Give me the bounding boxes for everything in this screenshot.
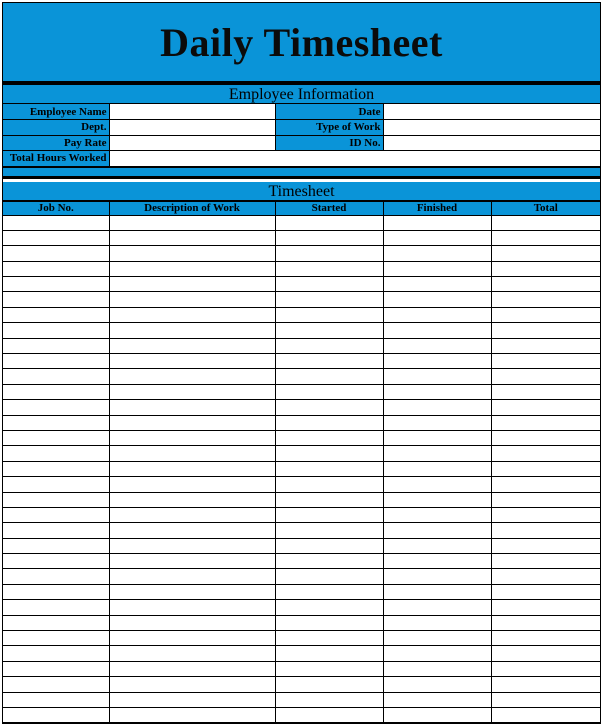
job-no-cell[interactable] xyxy=(3,492,109,507)
title-bar xyxy=(3,3,600,81)
dept-field[interactable] xyxy=(109,120,275,136)
finished-cell[interactable] xyxy=(383,507,491,522)
job-no-cell[interactable] xyxy=(3,323,109,338)
table-row xyxy=(3,708,600,723)
job-no-cell[interactable] xyxy=(3,384,109,399)
table-row xyxy=(3,554,600,569)
finished-cell[interactable] xyxy=(383,230,491,245)
job-no-cell[interactable] xyxy=(3,400,109,415)
job-no-cell[interactable] xyxy=(3,354,109,369)
description-cell[interactable] xyxy=(109,600,275,615)
description-cell[interactable] xyxy=(109,523,275,538)
started-cell[interactable] xyxy=(275,384,383,399)
description-cell[interactable] xyxy=(109,307,275,322)
finished-cell[interactable] xyxy=(383,631,491,646)
finished-cell[interactable] xyxy=(383,600,491,615)
finished-cell[interactable] xyxy=(383,523,491,538)
job-no-cell[interactable] xyxy=(3,307,109,322)
started-cell[interactable] xyxy=(275,631,383,646)
job-no-cell[interactable] xyxy=(3,246,109,261)
total-cell[interactable] xyxy=(491,246,600,261)
started-cell[interactable] xyxy=(275,307,383,322)
description-cell[interactable] xyxy=(109,400,275,415)
description-cell[interactable] xyxy=(109,415,275,430)
table-row xyxy=(3,646,600,661)
finished-cell[interactable] xyxy=(383,446,491,461)
total-cell[interactable] xyxy=(491,415,600,430)
started-cell[interactable] xyxy=(275,615,383,630)
started-cell[interactable] xyxy=(275,600,383,615)
total-cell[interactable] xyxy=(491,292,600,307)
job-no-cell[interactable] xyxy=(3,369,109,384)
finished-cell[interactable] xyxy=(383,708,491,723)
started-cell[interactable] xyxy=(275,492,383,507)
employee-info-heading: Employee Information xyxy=(3,85,600,104)
job-no-cell[interactable] xyxy=(3,569,109,584)
info-row xyxy=(3,135,600,151)
description-cell[interactable] xyxy=(109,430,275,445)
total-hours-label: Total Hours Worked xyxy=(3,151,109,167)
started-cell[interactable] xyxy=(275,677,383,692)
description-cell[interactable] xyxy=(109,369,275,384)
finished-cell[interactable] xyxy=(383,400,491,415)
total-cell[interactable] xyxy=(491,446,600,461)
job-no-cell[interactable] xyxy=(3,615,109,630)
job-no-cell[interactable] xyxy=(3,415,109,430)
table-row xyxy=(3,538,600,553)
total-cell[interactable] xyxy=(491,230,600,245)
table-row xyxy=(3,584,600,599)
description-cell[interactable] xyxy=(109,446,275,461)
job-no-cell[interactable] xyxy=(3,584,109,599)
description-cell[interactable] xyxy=(109,492,275,507)
total-cell[interactable] xyxy=(491,338,600,353)
timesheet-body xyxy=(3,215,600,723)
job-no-cell[interactable] xyxy=(3,338,109,353)
started-cell[interactable] xyxy=(275,415,383,430)
pay-rate-label: Pay Rate xyxy=(3,135,109,151)
info-row xyxy=(3,120,600,136)
job-no-cell[interactable] xyxy=(3,538,109,553)
job-no-cell[interactable] xyxy=(3,292,109,307)
started-cell[interactable] xyxy=(275,292,383,307)
total-cell[interactable] xyxy=(491,538,600,553)
job-no-cell[interactable] xyxy=(3,215,109,230)
started-cell[interactable] xyxy=(275,661,383,676)
description-cell[interactable] xyxy=(109,461,275,476)
finished-cell[interactable] xyxy=(383,538,491,553)
job-no-cell[interactable] xyxy=(3,554,109,569)
job-no-cell[interactable] xyxy=(3,692,109,707)
total-cell[interactable] xyxy=(491,646,600,661)
finished-cell[interactable] xyxy=(383,261,491,276)
description-cell[interactable] xyxy=(109,615,275,630)
total-cell[interactable] xyxy=(491,708,600,723)
total-cell[interactable] xyxy=(491,615,600,630)
finished-cell[interactable] xyxy=(383,277,491,292)
timesheet-heading: Timesheet xyxy=(3,182,600,201)
total-cell[interactable] xyxy=(491,677,600,692)
finished-cell[interactable] xyxy=(383,215,491,230)
total-cell[interactable] xyxy=(491,384,600,399)
column-header-finished: Finished xyxy=(383,201,491,215)
type-of-work-label: Type of Work xyxy=(275,120,383,136)
started-cell[interactable] xyxy=(275,538,383,553)
started-cell[interactable] xyxy=(275,400,383,415)
finished-cell[interactable] xyxy=(383,354,491,369)
job-no-cell[interactable] xyxy=(3,523,109,538)
finished-cell[interactable] xyxy=(383,492,491,507)
page-title: Daily Timesheet xyxy=(160,19,443,65)
table-row xyxy=(3,261,600,276)
started-cell[interactable] xyxy=(275,215,383,230)
table-row xyxy=(3,246,600,261)
description-cell[interactable] xyxy=(109,338,275,353)
info-row xyxy=(3,151,600,167)
description-cell[interactable] xyxy=(109,554,275,569)
job-no-cell[interactable] xyxy=(3,446,109,461)
total-cell[interactable] xyxy=(491,523,600,538)
job-no-cell[interactable] xyxy=(3,661,109,676)
table-row xyxy=(3,215,600,230)
column-header-job-no: Job No. xyxy=(3,201,109,215)
total-cell[interactable] xyxy=(491,261,600,276)
table-row xyxy=(3,400,600,415)
finished-cell[interactable] xyxy=(383,554,491,569)
total-cell[interactable] xyxy=(491,277,600,292)
table-row xyxy=(3,631,600,646)
employee-name-field[interactable] xyxy=(109,104,275,120)
info-row xyxy=(3,104,600,120)
started-cell[interactable] xyxy=(275,554,383,569)
description-cell[interactable] xyxy=(109,569,275,584)
total-cell[interactable] xyxy=(491,369,600,384)
total-cell[interactable] xyxy=(491,477,600,492)
table-row xyxy=(3,415,600,430)
finished-cell[interactable] xyxy=(383,661,491,676)
total-cell[interactable] xyxy=(491,584,600,599)
job-no-cell[interactable] xyxy=(3,230,109,245)
table-row xyxy=(3,507,600,522)
employee-name-label: Employee Name xyxy=(3,104,109,120)
finished-cell[interactable] xyxy=(383,477,491,492)
finished-cell[interactable] xyxy=(383,646,491,661)
total-cell[interactable] xyxy=(491,631,600,646)
finished-cell[interactable] xyxy=(383,692,491,707)
total-cell[interactable] xyxy=(491,430,600,445)
description-cell[interactable] xyxy=(109,230,275,245)
finished-cell[interactable] xyxy=(383,569,491,584)
job-no-cell[interactable] xyxy=(3,631,109,646)
job-no-cell[interactable] xyxy=(3,461,109,476)
finished-cell[interactable] xyxy=(383,323,491,338)
table-row xyxy=(3,354,600,369)
job-no-cell[interactable] xyxy=(3,600,109,615)
total-cell[interactable] xyxy=(491,461,600,476)
description-cell[interactable] xyxy=(109,477,275,492)
table-row xyxy=(3,615,600,630)
table-row xyxy=(3,523,600,538)
finished-cell[interactable] xyxy=(383,677,491,692)
description-cell[interactable] xyxy=(109,661,275,676)
started-cell[interactable] xyxy=(275,569,383,584)
job-no-cell[interactable] xyxy=(3,277,109,292)
started-cell[interactable] xyxy=(275,692,383,707)
total-cell[interactable] xyxy=(491,554,600,569)
timesheet-header-row xyxy=(3,201,600,215)
description-cell[interactable] xyxy=(109,261,275,276)
total-cell[interactable] xyxy=(491,400,600,415)
table-row xyxy=(3,230,600,245)
finished-cell[interactable] xyxy=(383,292,491,307)
started-cell[interactable] xyxy=(275,230,383,245)
total-cell[interactable] xyxy=(491,507,600,522)
section-spacer xyxy=(3,167,600,179)
table-row xyxy=(3,461,600,476)
started-cell[interactable] xyxy=(275,338,383,353)
finished-cell[interactable] xyxy=(383,307,491,322)
started-cell[interactable] xyxy=(275,523,383,538)
table-row xyxy=(3,446,600,461)
table-row xyxy=(3,600,600,615)
total-cell[interactable] xyxy=(491,323,600,338)
started-cell[interactable] xyxy=(275,261,383,276)
table-row xyxy=(3,677,600,692)
timesheet-form xyxy=(2,2,601,724)
total-cell[interactable] xyxy=(491,354,600,369)
started-cell[interactable] xyxy=(275,584,383,599)
finished-cell[interactable] xyxy=(383,369,491,384)
id-no-field[interactable] xyxy=(383,135,600,151)
timesheet-table xyxy=(3,201,600,724)
date-field[interactable] xyxy=(383,104,600,120)
type-of-work-field[interactable] xyxy=(383,120,600,136)
job-no-cell[interactable] xyxy=(3,261,109,276)
finished-cell[interactable] xyxy=(383,384,491,399)
table-row xyxy=(3,369,600,384)
started-cell[interactable] xyxy=(275,446,383,461)
table-row xyxy=(3,430,600,445)
column-header-total: Total xyxy=(491,201,600,215)
table-row xyxy=(3,477,600,492)
description-cell[interactable] xyxy=(109,646,275,661)
total-hours-field[interactable] xyxy=(109,151,600,167)
job-no-cell[interactable] xyxy=(3,507,109,522)
dept-label: Dept. xyxy=(3,120,109,136)
job-no-cell[interactable] xyxy=(3,477,109,492)
finished-cell[interactable] xyxy=(383,338,491,353)
started-cell[interactable] xyxy=(275,430,383,445)
description-cell[interactable] xyxy=(109,677,275,692)
started-cell[interactable] xyxy=(275,646,383,661)
table-row xyxy=(3,692,600,707)
job-no-cell[interactable] xyxy=(3,677,109,692)
description-cell[interactable] xyxy=(109,277,275,292)
description-cell[interactable] xyxy=(109,538,275,553)
description-cell[interactable] xyxy=(109,708,275,723)
job-no-cell[interactable] xyxy=(3,708,109,723)
column-header-started: Started xyxy=(275,201,383,215)
finished-cell[interactable] xyxy=(383,615,491,630)
total-cell[interactable] xyxy=(491,307,600,322)
finished-cell[interactable] xyxy=(383,584,491,599)
description-cell[interactable] xyxy=(109,215,275,230)
description-cell[interactable] xyxy=(109,323,275,338)
table-row xyxy=(3,569,600,584)
employee-info-table xyxy=(3,104,600,167)
started-cell[interactable] xyxy=(275,477,383,492)
total-cell[interactable] xyxy=(491,661,600,676)
pay-rate-field[interactable] xyxy=(109,135,275,151)
total-cell[interactable] xyxy=(491,569,600,584)
description-cell[interactable] xyxy=(109,692,275,707)
total-cell[interactable] xyxy=(491,492,600,507)
id-no-label: ID No. xyxy=(275,135,383,151)
description-cell[interactable] xyxy=(109,631,275,646)
started-cell[interactable] xyxy=(275,323,383,338)
total-cell[interactable] xyxy=(491,600,600,615)
finished-cell[interactable] xyxy=(383,461,491,476)
description-cell[interactable] xyxy=(109,584,275,599)
finished-cell[interactable] xyxy=(383,430,491,445)
description-cell[interactable] xyxy=(109,384,275,399)
total-cell[interactable] xyxy=(491,692,600,707)
table-row xyxy=(3,492,600,507)
started-cell[interactable] xyxy=(275,246,383,261)
job-no-cell[interactable] xyxy=(3,646,109,661)
started-cell[interactable] xyxy=(275,507,383,522)
finished-cell[interactable] xyxy=(383,415,491,430)
started-cell[interactable] xyxy=(275,461,383,476)
job-no-cell[interactable] xyxy=(3,430,109,445)
table-row xyxy=(3,323,600,338)
table-row xyxy=(3,307,600,322)
started-cell[interactable] xyxy=(275,369,383,384)
started-cell[interactable] xyxy=(275,277,383,292)
table-row xyxy=(3,277,600,292)
description-cell[interactable] xyxy=(109,246,275,261)
description-cell[interactable] xyxy=(109,507,275,522)
total-cell[interactable] xyxy=(491,215,600,230)
started-cell[interactable] xyxy=(275,708,383,723)
finished-cell[interactable] xyxy=(383,246,491,261)
description-cell[interactable] xyxy=(109,292,275,307)
date-label: Date xyxy=(275,104,383,120)
table-row xyxy=(3,384,600,399)
table-row xyxy=(3,338,600,353)
column-header-description: Description of Work xyxy=(109,201,275,215)
started-cell[interactable] xyxy=(275,354,383,369)
table-row xyxy=(3,661,600,676)
table-row xyxy=(3,292,600,307)
description-cell[interactable] xyxy=(109,354,275,369)
